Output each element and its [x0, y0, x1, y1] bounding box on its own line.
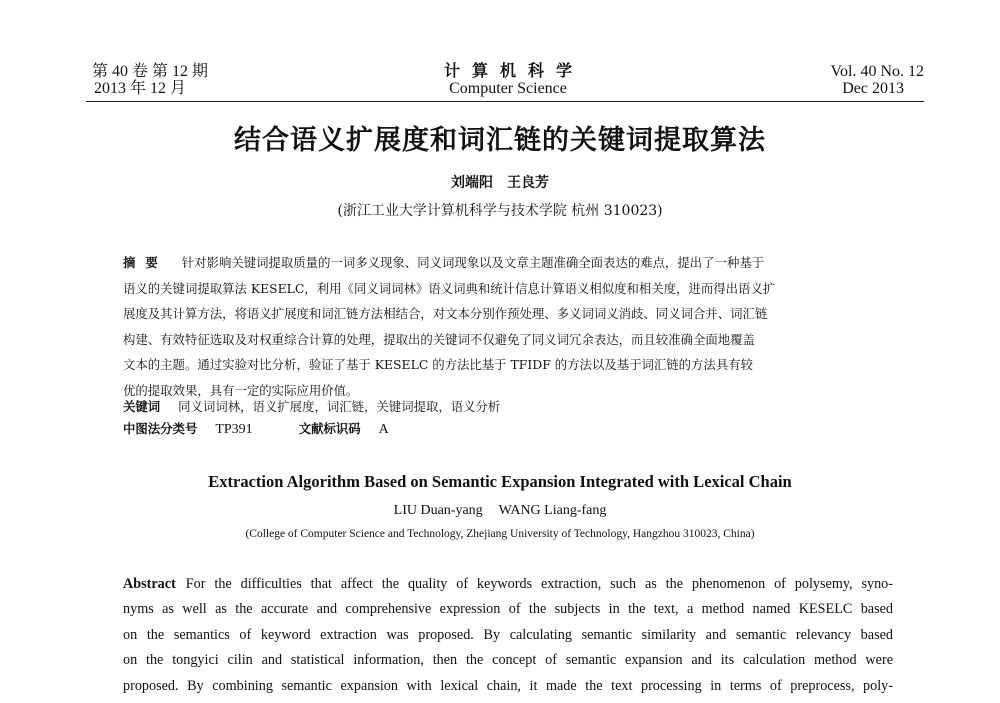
abstract-cn-label: 摘要: [123, 255, 168, 270]
header-rule: [86, 101, 924, 102]
volume-issue-cn: 第 40 卷 第 12 期: [92, 63, 209, 80]
authors-en: [0, 503, 1000, 519]
affiliation-en: (College of Computer Science and Technology, Zhejiang University of Technology, Hangzhou 310023, China): [245, 528, 755, 540]
running-header: [92, 63, 924, 101]
clc-label: 中图法分类号: [123, 421, 198, 436]
affiliation-cn: (浙江工业大学计算机科学与技术学院 杭州 310023): [337, 203, 663, 219]
title-en: Extraction Algorithm Based on Semantic Expansion Integrated with Lexical Chain: [208, 472, 792, 491]
date-cn: 2013 年 12 月: [94, 80, 187, 97]
abstract-en-line: on the semantics of keyword extraction was proposed. By calculating semantic similarity and semantic relevancy based: [123, 626, 893, 643]
issue-info-en: [831, 63, 925, 97]
keywords-cn: [123, 397, 500, 417]
journal-name-cn: 计算机科学: [443, 63, 584, 80]
journal-name: [92, 63, 924, 97]
abstract-en-line: nyms as well as the accurate and comprehensive expression of the subjects in the text, a method named KESELC based: [123, 601, 893, 618]
keywords-value: 同义词词林，语义扩展度，词汇链，关键词提取，语义分析: [178, 399, 501, 414]
abstract-cn-line: 构建、有效特征选取及对权重综合计算的处理，提取出的关键词不仅避免了同义词冗余表达，而且较准确全面地覆盖: [123, 331, 755, 347]
doc-code-value: A: [378, 422, 389, 437]
author-cn: 王良芳: [507, 175, 549, 191]
abstract-en: [123, 572, 893, 699]
journal-name-en: Computer Science: [449, 80, 567, 97]
author-cn: 刘端阳: [451, 175, 493, 191]
abstract-cn-line: 展度及其计算方法，将语义扩展度和词汇链方法相结合，对文本分别作预处理、多义词词义消歧、同义词合并、词汇链: [123, 306, 768, 322]
abstract-cn-line: 语义的关键词提取算法 KESELC，利用《同义词词林》语义词典和统计信息计算语义相似度和相关度，进而得出语义扩: [123, 280, 776, 296]
volume-issue-en: Vol. 40 No. 12: [830, 63, 924, 80]
doc-code-label: 文献标识码: [298, 421, 361, 436]
abstract-cn-line: 文本的主题。通过实验对比分析，验证了基于 KESELC 的方法比基于 TFIDF 的方法以及基于词汇链的方法具有较: [123, 357, 753, 373]
title-cn: 结合语义扩展度和词汇链的关键词提取算法: [234, 125, 766, 156]
authors-cn: [0, 172, 1000, 192]
abstract-en-line: For the difficulties that affect the quality of keywords extraction, such as the phenomenon of polysemy, syno-: [185, 576, 893, 592]
date-en: Dec 2013: [842, 80, 904, 97]
abstract-en-line: proposed. By combining semantic expansion with lexical chain, it made the text processing in terms of preprocess, poly-: [123, 677, 893, 694]
keywords-label: 关键词: [123, 399, 161, 414]
abstract-en-label: Abstract: [123, 576, 176, 592]
abstract-cn-line: 优的提取效果，具有一定的实际应用价值。: [123, 382, 359, 398]
abstract-cn: [123, 250, 893, 404]
author-en: WANG Liang-fang: [498, 503, 607, 518]
clc-value: TP391: [215, 422, 253, 437]
abstract-en-line: on the tongyici cilin and statistical information, then the concept of semantic expansion and its calculation method were: [123, 652, 893, 669]
author-en: LIU Duan-yang: [393, 503, 483, 518]
classification-info: [123, 419, 435, 440]
abstract-cn-line: 针对影响关键词提取质量的一词多义现象、同义词现象以及文章主题准确全面表达的难点，提出了一种基于: [181, 255, 765, 270]
